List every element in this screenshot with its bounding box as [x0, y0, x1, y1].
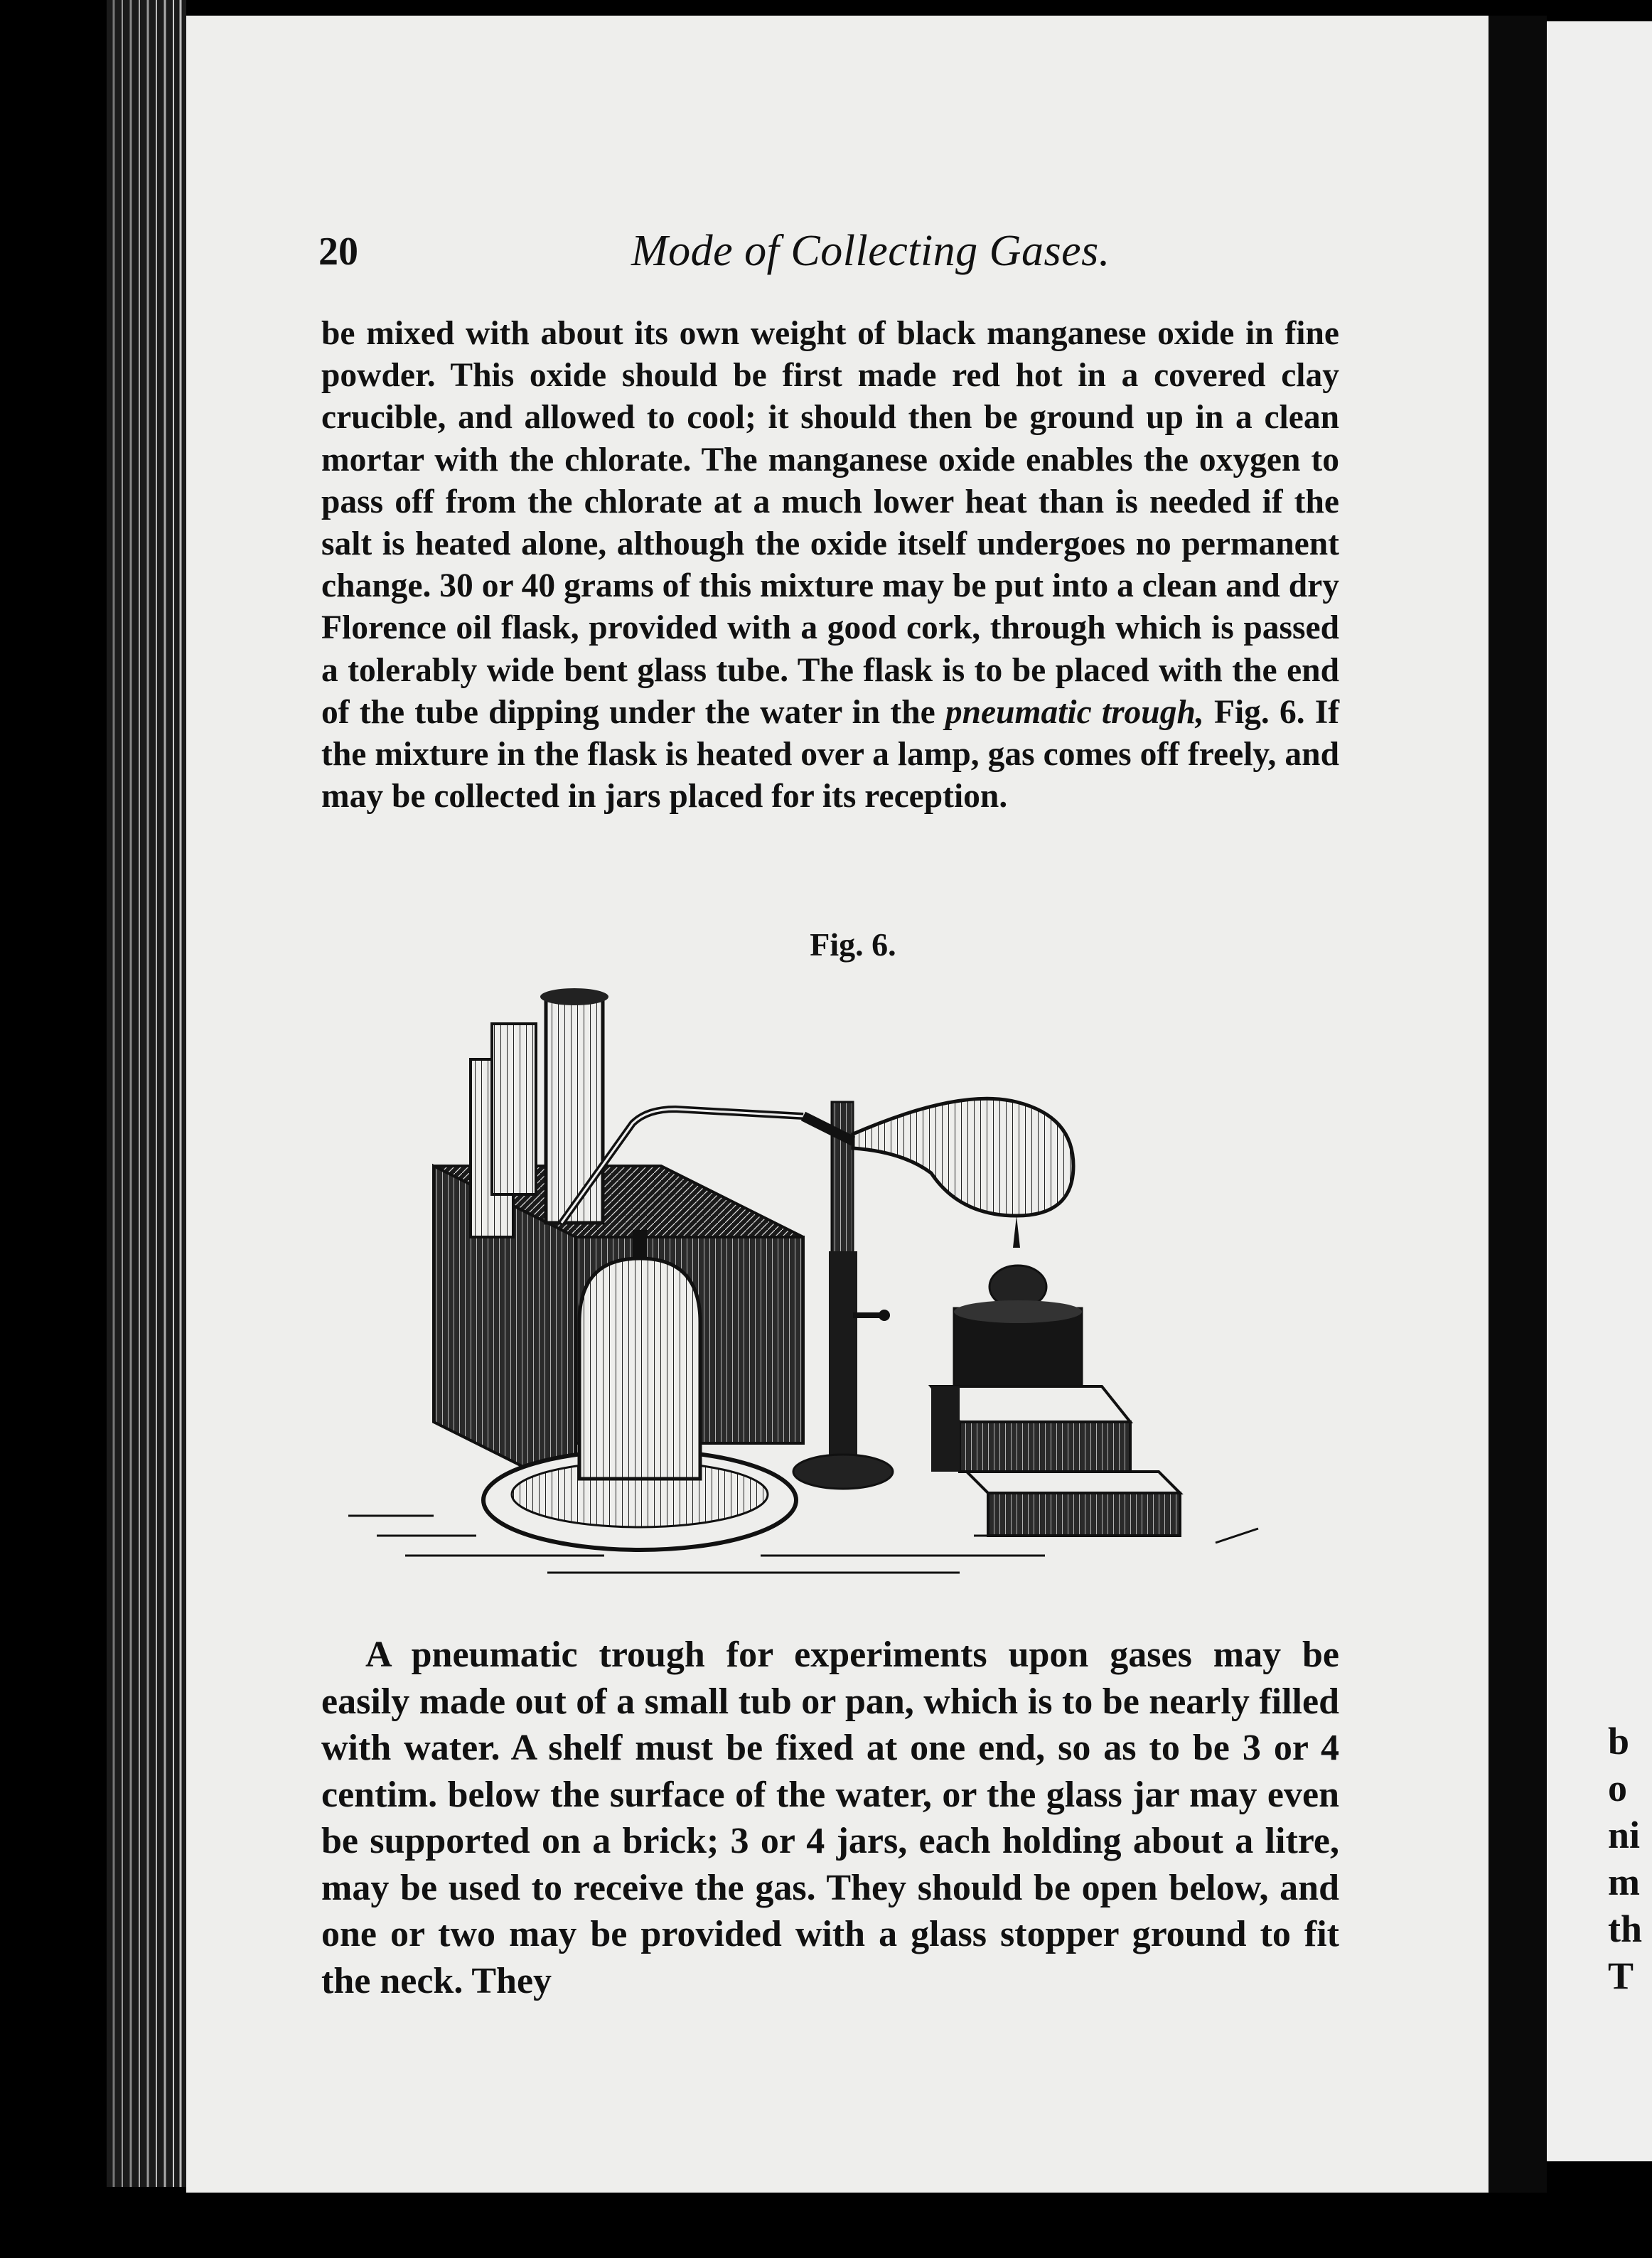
- paragraph-1: [321, 313, 1339, 818]
- fragment-1: b: [1608, 1720, 1630, 1762]
- paragraph-1-end: Fig. 6. If the mixture in the flask is heated over a lamp, gas comes off freely, and may be collected in jars placed for its reception.: [321, 693, 1340, 815]
- fragment-6: T: [1608, 1954, 1634, 1997]
- running-title: Mode of Collecting Gases.: [631, 227, 1110, 275]
- italic-term: pneumatic trough,: [945, 693, 1204, 731]
- paragraph-1-text: be mixed with about its own weight of black manganese oxide in fine powder. This oxide should be first made red hot in a covered clay crucible, and allowed to cool; it should then be ground up in a clean mortar with the chlorate. The manganese oxide enables the oxygen to pass off from the chlorate at a much lower heat than is needed if the salt is heated alone, although the oxide itself undergoes no permanent change. 30 or 40 grams of this mixture may be put into a clean and dry Florence oil flask, provided with a good cork, through which is passed a tolerably wide bent glass tube. The flask is to be placed with the end of the tube dipping under the water in the: [321, 315, 1339, 731]
- fragment-5: th: [1608, 1907, 1643, 1950]
- page-stack-edges: [107, 0, 186, 2187]
- figure-caption: Fig. 6.: [810, 926, 896, 963]
- figure-6-illustration: [334, 981, 1301, 1593]
- fragment-4: m: [1608, 1861, 1640, 1903]
- fragment-3: ni: [1608, 1814, 1641, 1856]
- paragraph-2: [321, 1632, 1339, 2004]
- page-number: 20: [318, 230, 358, 274]
- paragraph-2-text: A pneumatic trough for experiments upon gases may be easily made out of a small tub or pan, which is to be nearly filled with water. A shelf must be fixed at one end, so as to be 3 or 4 centim. below the surface of the water, or the glass jar may even be supported on a brick; 3 or 4 jars, each holding about a litre, may be used to receive the gas. They should be open below, and one or two may be provided with a glass stopper ground to fit the neck. They: [321, 1634, 1339, 2001]
- running-head: [318, 229, 1342, 286]
- fragment-2: o: [1608, 1767, 1627, 1809]
